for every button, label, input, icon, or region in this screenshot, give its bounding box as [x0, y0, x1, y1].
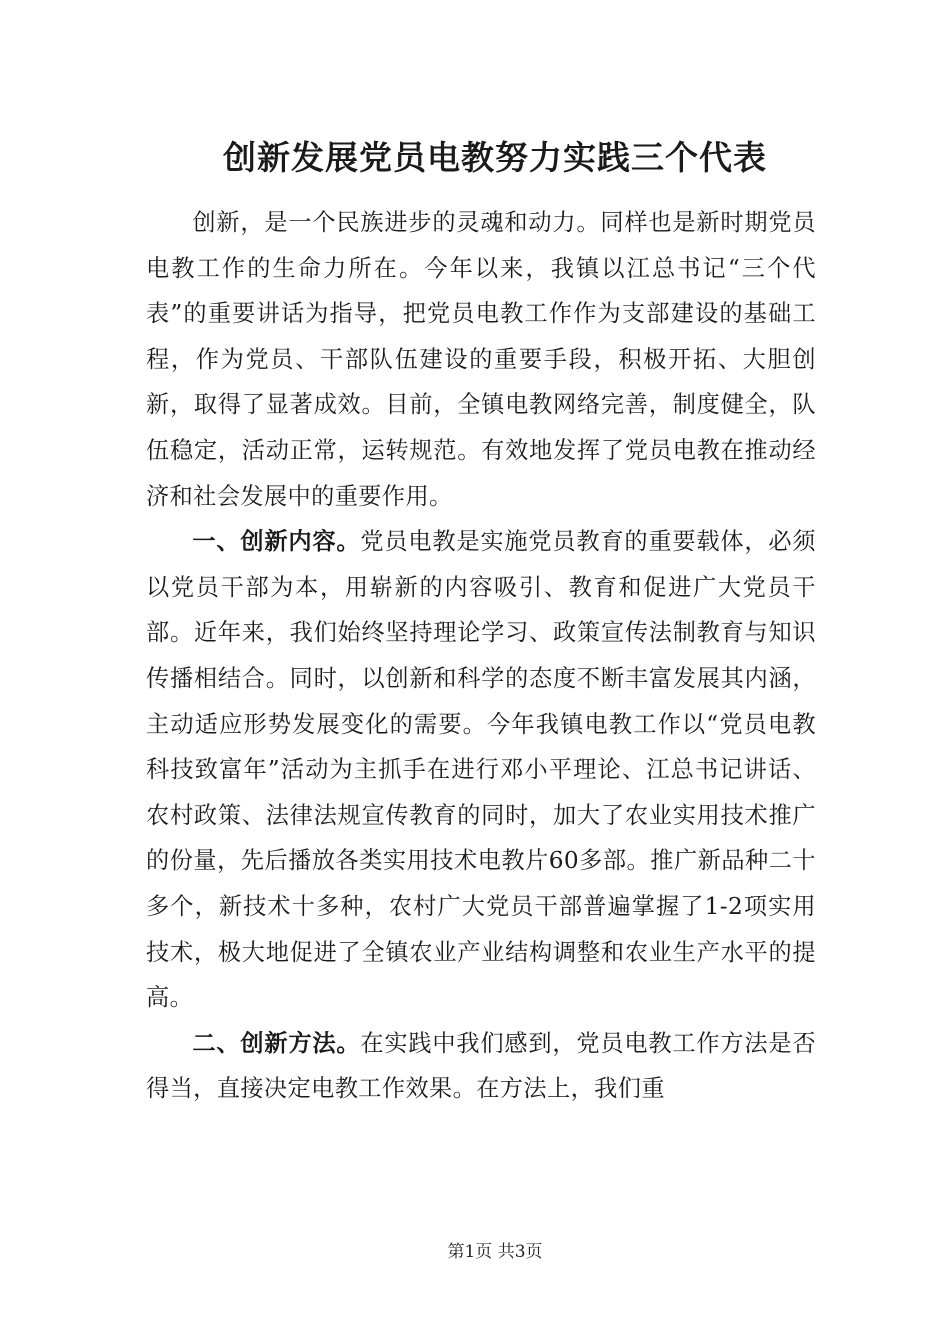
document-body	[146, 200, 816, 1112]
paragraph-heading: 一、创新内容。	[192, 528, 361, 556]
page-footer: 第1页 共3页	[447, 1242, 543, 1262]
paragraph-heading: 二、创新方法。	[192, 1029, 361, 1057]
document-title: 创新发展党员电教努力实践三个代表	[223, 138, 767, 177]
paragraph-intro	[146, 200, 816, 519]
paragraph-innovate-content	[146, 519, 816, 1021]
paragraph-innovate-method	[146, 1021, 816, 1112]
paragraph-text: 党员电教是实施党员教育的重要载体，必须以党员干部为本，用崭新的内容吸引、教育和促进广大党员干部。近年来，我们始终坚持理论学习、政策宣传法制教育与知识传播相结合。同时，以创新和科学的态度不断丰富发展其内涵，主动适应形势发展变化的需要。今年我镇电教工作以“党员电教科技致富年”活动为主抓手在进行邓小平理论、江总书记讲话、农村政策、法律法规宣传教育的同时，加大了农业实用技术推广的份量，先后播放各类实用技术电教片60多部。推广新品种二十多个，新技术十多种，农村广大党员干部普遍掌握了1-2项实用技术，极大地促进了全镇农业产业结构调整和农业生产水平的提高。	[146, 528, 816, 1012]
paragraph-text: 创新，是一个民族进步的灵魂和动力。同样也是新时期党员电教工作的生命力所在。今年以来，我镇以江总书记“三个代表”的重要讲话为指导，把党员电教工作作为支部建设的基础工程，作为党员、干部队伍建设的重要手段，积极开拓、大胆创新，取得了显著成效。目前，全镇电教网络完善，制度健全，队伍稳定，活动正常，运转规范。有效地发挥了党员电教在推动经济和社会发展中的重要作用。	[146, 209, 816, 510]
paragraph-text: 在实践中我们感到，党员电教工作方法是否得当，直接决定电教工作效果。在方法上，我们重	[146, 1029, 816, 1103]
